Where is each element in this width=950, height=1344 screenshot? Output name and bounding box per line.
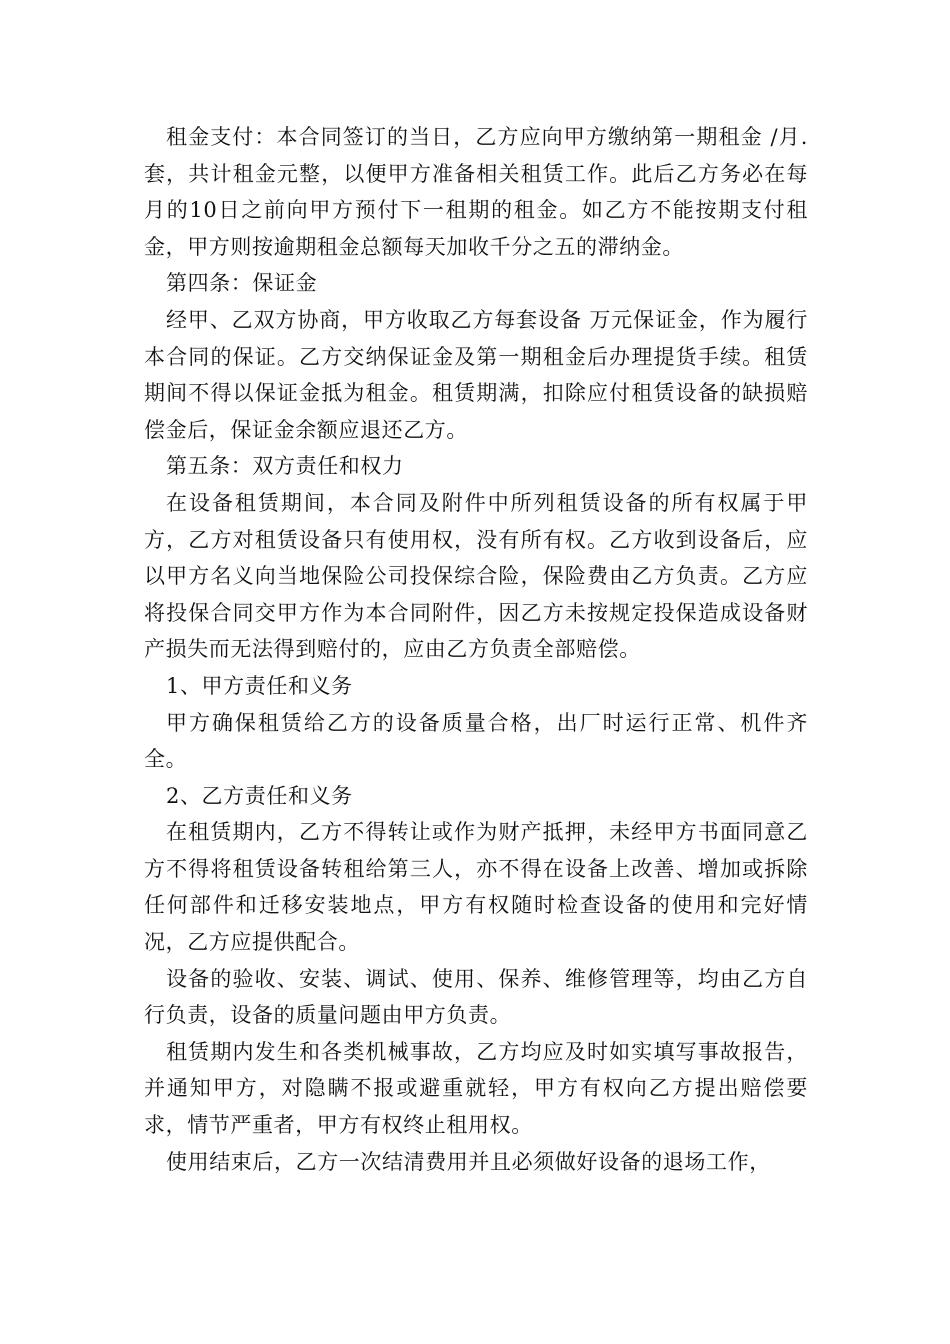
heading-article-4-deposit: 第四条：保证金 <box>166 271 318 296</box>
heading-party-b-duties: 2、乙方责任和义务 <box>166 783 353 808</box>
paragraph-end-of-use: 使用结束后，乙方一次结清费用并且必须做好设备的退场工作， <box>166 1149 771 1174</box>
paragraph-accidents: 租赁期内发生和各类机械事故，乙方均应及时如实填写事故报告，并通知甲方，对隐瞒不报或避重就轻，甲方有权向乙方提出赔偿要求，情节严重者，甲方有权终止租用权。 <box>144 1039 808 1138</box>
heading-party-a-duties: 1、甲方责任和义务 <box>166 673 353 698</box>
paragraph-rent-payment: 租金支付：本合同签订的当日，乙方应向甲方缴纳第一期租金 /月.套，共计租金元整，以便甲方准备相关租赁工作。此后乙方务必在每月的10日之前向甲方预付下一租期的租金。如乙方不能按期支付租金，甲方则按逾期租金总额每天加收千分之五的滞纳金。 <box>144 125 808 259</box>
paragraph-no-transfer: 在租赁期内，乙方不得转让或作为财产抵押，未经甲方书面同意乙方不得将租赁设备转租给第三人，亦不得在设备上改善、增加或拆除任何部件和迁移安装地点，甲方有权随时检查设备的使用和完好情况，乙方应提供配合。 <box>144 820 808 955</box>
paragraph-party-a-duties: 甲方确保租赁给乙方的设备质量合格，出厂时运行正常、机件齐全。 <box>144 710 808 772</box>
paragraph-deposit: 经甲、乙双方协商，甲方收取乙方每套设备 万元保证金，作为履行本合同的保证。乙方交纳保证金及第一期租金后办理提货手续。租赁期间不得以保证金抵为租金。租赁期满，扣除应付租赁设备的缺损赔偿金后，保证金余额应退还乙方。 <box>144 307 808 442</box>
document-body <box>144 119 808 1180</box>
heading-article-5-responsibilities: 第五条：双方责任和权力 <box>166 454 404 479</box>
paragraph-maintenance: 设备的验收、安装、调试、使用、保养、维修管理等，均由乙方自行负责，设备的质量问题由甲方负责。 <box>144 966 808 1028</box>
paragraph-ownership-insurance: 在设备租赁期间，本合同及附件中所列租赁设备的所有权属于甲方，乙方对租赁设备只有使用权，没有所有权。乙方收到设备后，应以甲方名义向当地保险公司投保综合险，保险费由乙方负责。乙方应将投保合同交甲方作为本合同附件，因乙方未按规定投保造成设备财产损失而无法得到赔付的，应由乙方负责全部赔偿。 <box>144 490 808 662</box>
